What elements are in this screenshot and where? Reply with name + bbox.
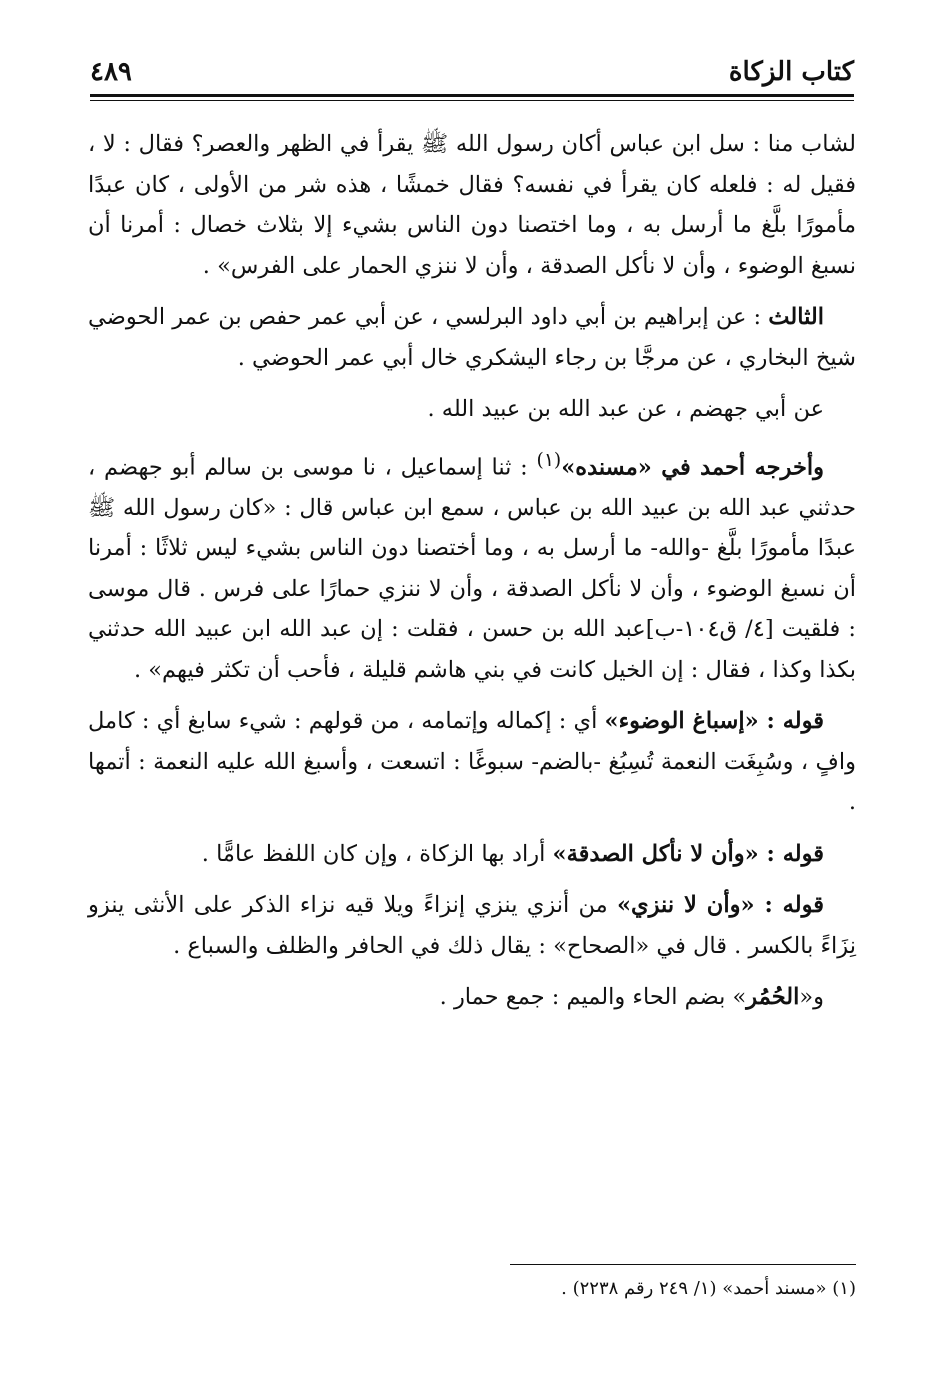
footnote-marker[interactable]: (١) <box>536 449 562 471</box>
paragraph-text: لشاب منا : سل ابن عباس أكان رسول الله ﷺ يقرأ في الظهر والعصر؟ فقال : لا ، فقيل له : فلعله كان يقرأ في نفسه؟ فقال خمشًا ، هذه شر من الأولى ، كان عبدًا مأمورًا بلَّغ ما أرسل به ، وما اختصنا دون الناس بشيء إلا بثلاث خصال : أمرنا أن نسبغ الوضوء ، وأن لا نأكل الصدقة ، وأن لا ننزي الحمار على الفرس» . <box>88 131 857 279</box>
header-rule <box>90 94 854 97</box>
commentary-lemma: الحُمُر <box>746 984 800 1010</box>
paragraph-1 <box>88 124 856 286</box>
paragraph-text: عن أبي جهضم ، عن عبد الله بن عبيد الله . <box>427 396 824 422</box>
book-title: كتاب الزكاة <box>728 57 854 87</box>
header-rule-thin <box>90 100 854 101</box>
footnote <box>561 1276 856 1302</box>
footnote-rule <box>510 1264 856 1265</box>
paragraph-4 <box>88 441 856 691</box>
page-header <box>90 52 854 92</box>
paragraph-2 <box>88 297 856 378</box>
paragraph-text: أراد بها الزكاة ، وإن كان اللفظ عامًّا . <box>201 840 553 867</box>
paragraph-text: : عن إبراهيم بن أبي داود البرلسي ، عن أبي عمر حفص بن عمر الحوضي شيخ البخاري ، عن مرجَّا بن رجاء اليشكري خال أبي عمر الحوضي . <box>88 304 856 371</box>
paragraph-text: » بضم الحاء والميم : جمع حمار . <box>439 984 747 1010</box>
commentary-lemma: قوله : «إسباغ الوضوء» <box>604 708 824 734</box>
commentary-lemma: قوله : «وأن لا ننزي» <box>616 892 824 918</box>
paragraph-text: : ثنا إسماعيل ، نا موسى بن سالم أبو جهضم ، حدثني عبد الله بن عبيد الله بن عباس ، سمع ابن عباس قال : «كان رسول الله ﷺ عبدًا مأمورًا بلَّغ -والله- ما أرسل به ، وما أختصنا دون الناس بشيء ليس ثلاثًا : أمرنا أن نسبغ الوضوء ، وأن لا نأكل الصدقة ، وأن لا ننزي حمارًا على فرس . قال موسى : فلقيت [٤/ ق١٠٤-ب]عبد الله بن حسن ، فقلت : إن عبد الله ابن عبيد الله حدثني بكذا وكذا ، فقال : إن الخيل كانت في بني هاشم قليلة ، فأحب أن تكثر فيهم» . <box>88 454 856 683</box>
source-citation: وأخرجه أحمد في «مسنده» <box>561 454 824 480</box>
commentary-lemma: قوله : «وأن لا نأكل الصدقة» <box>552 840 824 867</box>
paragraph-text: أي : إكماله وإتمامه ، من قولهم : شيء سابغ أي : كامل وافٍ ، وسُبِغَت النعمة تُسِبُغ -بالضم- سبوغًا : اتسعت ، وأسبغ الله عليه النعمة : أتمها . <box>88 708 856 815</box>
paragraph-6 <box>88 834 856 875</box>
paragraph-7 <box>88 885 856 966</box>
paragraph-3 <box>88 389 856 430</box>
paragraph-8 <box>88 977 856 1018</box>
paragraph-text: من أنزي ينزي إنزاءً ويلا قيه نزاء الذكر على الأنثى ينزو نِزَاءً بالكسر . قال في «الصحاح» : يقال ذلك في الحافر والظلف والسباع . <box>88 892 856 959</box>
section-label: الثالث <box>768 304 824 330</box>
paragraph-5 <box>88 701 856 823</box>
body-text <box>88 124 856 1029</box>
footnote-text: (١) «مسند أحمد» (١/ ٢٤٩ رقم ٢٢٣٨) . <box>561 1278 856 1299</box>
page-number: ٤٨٩ <box>90 57 132 87</box>
paragraph-text: و« <box>799 984 824 1010</box>
